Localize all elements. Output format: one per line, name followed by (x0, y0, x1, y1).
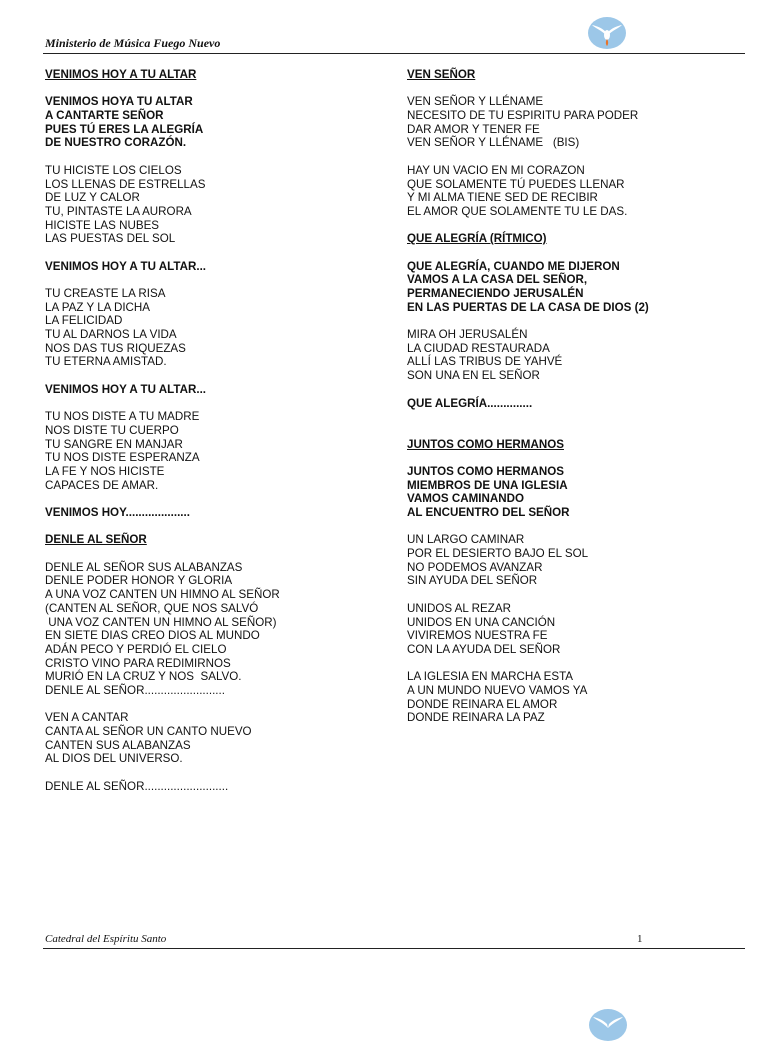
blank-line (407, 383, 747, 397)
chorus-line: VENIMOS HOY A TU ALTAR... (45, 382, 207, 396)
lyric-line: HAY UN VACIO EN MI CORAZON (407, 163, 585, 177)
lyric-line: CANTEN SUS ALABANZAS (45, 738, 191, 752)
lyric-line: UN LARGO CAMINAR (407, 533, 525, 547)
left-column (45, 68, 375, 793)
blank-line (45, 547, 375, 561)
dove-icon (587, 16, 627, 50)
dove-icon (588, 1008, 628, 1042)
blank-line (45, 150, 375, 164)
lyric-line: QUE SOLAMENTE TÚ PUEDES LLENAR (407, 177, 625, 191)
chorus-line: PERMANECIENDO JERUSALÉN (407, 287, 584, 300)
blank-line (45, 766, 375, 780)
lyric-line: POR EL DESIERTO BAJO EL SOL (407, 547, 589, 561)
footer-text: Catedral del Espíritu Santo (45, 933, 167, 945)
chorus-line: A CANTARTE SEÑOR (45, 109, 164, 123)
lyric-line: LOS LLENAS DE ESTRELLAS (45, 177, 206, 191)
lyric-line: TU AL DARNOS LA VIDA (45, 328, 177, 342)
blank-line (45, 82, 375, 96)
lyric-line: LAS PUESTAS DEL SOL (45, 232, 176, 246)
chorus-line: DE NUESTRO CORAZÓN. (45, 136, 187, 150)
lyric-line: AL DIOS DEL UNIVERSO. (45, 752, 183, 766)
blank-line (45, 273, 375, 287)
blank-line (407, 410, 747, 424)
lyric-line: DE LUZ Y CALOR (45, 191, 140, 205)
blank-line (407, 588, 747, 602)
lyric-line: CON LA AYUDA DEL SEÑOR (407, 642, 561, 656)
lyric-line: VEN SEÑOR Y LLÉNAME (BIS) (407, 136, 580, 150)
lyric-line: DONDE REINARA EL AMOR (407, 697, 558, 711)
lyric-line: MIRA OH JERUSALÉN (407, 328, 528, 342)
lyric-line: VEN A CANTAR (45, 711, 129, 725)
lyric-line: NO PODEMOS AVANZAR (407, 560, 543, 574)
lyric-line: DENLE PODER HONOR Y GLORIA (45, 574, 233, 588)
header-divider (43, 53, 745, 54)
lyric-line: DENLE AL SEÑOR SUS ALABANZAS (45, 560, 243, 574)
lyric-line: EN SIETE DIAS CREO DIOS AL MUNDO (45, 629, 260, 643)
lyric-line: HICISTE LAS NUBES (45, 218, 160, 232)
lyric-line: Y MI ALMA TIENE SED DE RECIBIR (407, 191, 598, 205)
blank-line (407, 657, 747, 671)
lyric-line: SON UNA EN EL SEÑOR (407, 369, 540, 383)
lyric-line: TU SANGRE EN MANJAR (45, 437, 183, 451)
blank-line (45, 397, 375, 411)
chorus-line: VENIMOS HOY.................... (45, 506, 190, 519)
lyric-line: LA IGLESIA EN MARCHA ESTA (407, 670, 574, 684)
lyric-line: CANTA AL SEÑOR UN CANTO NUEVO (45, 725, 252, 738)
lyric-line: DENLE AL SEÑOR.......................... (45, 779, 229, 793)
blank-line (407, 246, 747, 260)
blank-line (407, 219, 747, 233)
lyric-line: MURIÓ EN LA CRUZ Y NOS SALVO. (45, 670, 242, 684)
lyric-line: SIN AYUDA DEL SEÑOR (407, 574, 538, 588)
lyric-line: TU NOS DISTE A TU MADRE (45, 410, 200, 424)
chorus-line: EN LAS PUERTAS DE LA CASA DE DIOS (2) (407, 300, 649, 314)
page-number: 1 (637, 933, 643, 945)
lyric-line: A UNA VOZ CANTEN UN HIMNO AL SEÑOR (45, 588, 280, 602)
lyric-line: LA FE Y NOS HICISTE (45, 464, 165, 478)
lyric-line: CAPACES DE AMAR. (45, 478, 159, 492)
lyric-line: NOS DAS TUS RIQUEZAS (45, 341, 186, 355)
blank-line (45, 520, 375, 534)
song-title: VENIMOS HOY A TU ALTAR (45, 68, 197, 81)
lyric-line: NECESITO DE TU ESPIRITU PARA PODER (407, 109, 639, 123)
lyric-line: ADÁN PECO Y PERDIÓ EL CIELO (45, 642, 227, 656)
lyric-line: LA PAZ Y LA DICHA (45, 300, 151, 314)
right-column (407, 68, 747, 725)
chorus-line: QUE ALEGRÍA, CUANDO ME DIJERON (407, 259, 620, 273)
footer-divider (43, 948, 745, 949)
lyric-line: DENLE AL SEÑOR......................... (45, 683, 225, 697)
song-title: QUE ALEGRÍA (RÍTMICO) (407, 232, 547, 246)
lyric-line: TU HICISTE LOS CIELOS (45, 163, 182, 177)
chorus-line: MIEMBROS DE UNA IGLESIA (407, 478, 568, 492)
chorus-line: VAMOS CAMINANDO (407, 492, 525, 506)
blank-line (407, 82, 747, 96)
chorus-line: VAMOS A LA CASA DEL SEÑOR, (407, 273, 588, 287)
chorus-line: PUES TÚ ERES LA ALEGRÍA (45, 122, 204, 136)
blank-line (407, 520, 747, 534)
lyric-line: VIVIREMOS NUESTRA FE (407, 629, 548, 643)
lyric-line: TU, PINTASTE LA AURORA (45, 204, 192, 218)
lyric-line: CRISTO VINO PARA REDIMIRNOS (45, 656, 231, 670)
lyric-line: DONDE REINARA LA PAZ (407, 711, 545, 725)
blank-line (45, 698, 375, 712)
lyric-line: TU CREASTE LA RISA (45, 287, 166, 300)
song-title: VEN SEÑOR (407, 68, 476, 81)
blank-line (45, 246, 375, 260)
lyric-line: A UN MUNDO NUEVO VAMOS YA (407, 683, 588, 697)
blank-line (407, 451, 747, 465)
blank-line (407, 150, 747, 164)
blank-line (407, 314, 747, 328)
header-title: Ministerio de Música Fuego Nuevo (45, 36, 221, 50)
lyric-line: TU NOS DISTE ESPERANZA (45, 451, 200, 465)
lyric-line: VEN SEÑOR Y LLÉNAME (407, 95, 544, 109)
chorus-line: VENIMOS HOY A TU ALTAR... (45, 259, 207, 273)
lyric-line: EL AMOR QUE SOLAMENTE TU LE DAS. (407, 204, 628, 218)
chorus-line: QUE ALEGRÍA.............. (407, 396, 533, 410)
lyric-line: UNIDOS EN UNA CANCIÓN (407, 615, 556, 629)
chorus-line: JUNTOS COMO HERMANOS (407, 464, 564, 478)
lyric-line: LA CIUDAD RESTAURADA (407, 341, 550, 355)
lyric-line: DAR AMOR Y TENER FE (407, 122, 540, 136)
blank-line (407, 424, 747, 438)
lyric-line: ALLÍ LAS TRIBUS DE YAHVÉ (407, 355, 563, 369)
lyric-line: TU ETERNA AMISTAD. (45, 355, 167, 369)
chorus-line: VENIMOS HOYA TU ALTAR (45, 95, 193, 109)
lyric-line: (CANTEN AL SEÑOR, QUE NOS SALVÓ (45, 601, 259, 615)
song-title: DENLE AL SEÑOR (45, 533, 147, 547)
lyric-line: UNIDOS AL REZAR (407, 601, 511, 615)
blank-line (45, 492, 375, 506)
lyric-line: NOS DISTE TU CUERPO (45, 423, 179, 437)
blank-line (45, 369, 375, 383)
chorus-line: AL ENCUENTRO DEL SEÑOR (407, 506, 570, 519)
lyric-line: LA FELICIDAD (45, 314, 123, 328)
song-title: JUNTOS COMO HERMANOS (407, 437, 564, 451)
lyric-line: UNA VOZ CANTEN UN HIMNO AL SEÑOR) (45, 615, 277, 629)
